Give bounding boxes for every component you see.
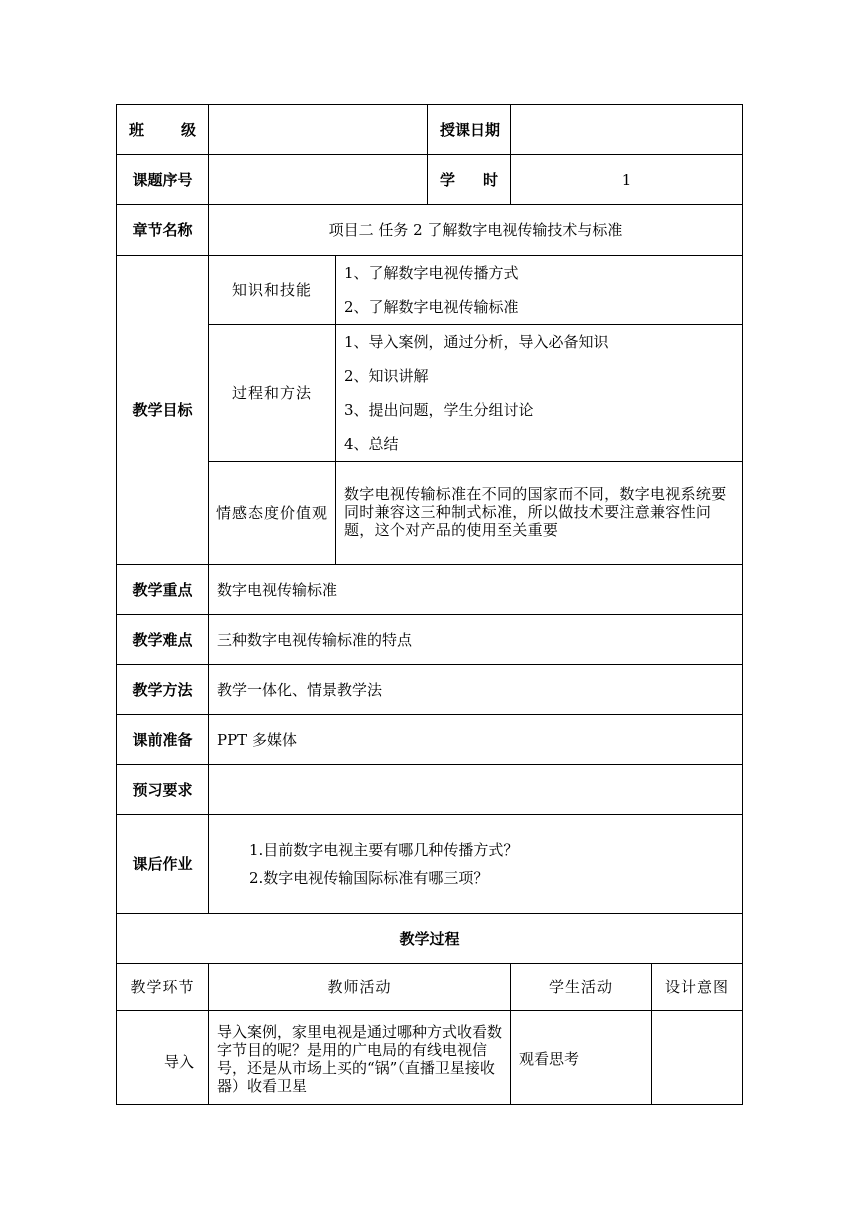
chapter-row <box>117 205 743 256</box>
process-item: 1、导入案例，通过分析，导入必备知识 <box>344 333 609 351</box>
process-item: 2、知识讲解 <box>344 367 429 385</box>
key-point-label: 教学重点 <box>117 565 209 615</box>
class-value <box>209 105 428 155</box>
process-item: 4、总结 <box>344 435 399 453</box>
class-label: 班 级 <box>117 105 209 155</box>
chapter-value: 项目二 任务 2 了解数字电视传输技术与标准 <box>209 205 743 256</box>
chapter-label: 章节名称 <box>117 205 209 256</box>
col-stage: 教学环节 <box>117 964 209 1011</box>
topic-row <box>117 155 743 205</box>
method-value: 教学一体化、情景教学法 <box>209 665 743 715</box>
objective-process-row <box>117 325 743 462</box>
emotion-text: 数字电视传输标准在不同的国家而不同，数字电视系统要同时兼容这三种制式标准，所以做技术要注意兼容性问题，这个对产品的使用至关重要 <box>336 462 743 565</box>
date-label: 授课日期 <box>428 105 511 155</box>
homework-row <box>117 815 743 914</box>
knowledge-label: 知识和技能 <box>209 256 336 325</box>
process-item: 3、提出问题，学生分组讨论 <box>344 401 534 419</box>
preparation-label: 课前准备 <box>117 715 209 765</box>
difficulty-label: 教学难点 <box>117 615 209 665</box>
class-row <box>117 105 743 155</box>
knowledge-item: 1、了解数字电视传播方式 <box>344 264 519 282</box>
preview-value <box>209 765 743 815</box>
col-student: 学生活动 <box>511 964 652 1011</box>
col-intent: 设计意图 <box>652 964 743 1011</box>
hours-value: 1 <box>511 155 743 205</box>
objective-emotion-row <box>117 462 743 565</box>
preparation-row <box>117 715 743 765</box>
stage-cell: 导入 <box>117 1011 209 1105</box>
key-point-value: 数字电视传输标准 <box>209 565 743 615</box>
objective-knowledge-row <box>117 256 743 325</box>
objectives-label: 教学目标 <box>117 256 209 565</box>
homework-item: 1.目前数字电视主要有哪几种传播方式？ <box>249 841 519 859</box>
preview-row <box>117 765 743 815</box>
key-point-row <box>117 565 743 615</box>
lesson-plan-table <box>116 104 743 1105</box>
homework-items <box>209 815 743 914</box>
process-header-row <box>117 964 743 1011</box>
knowledge-item: 2、了解数字电视传输标准 <box>344 298 519 316</box>
hours-label: 学 时 <box>428 155 511 205</box>
topic-no-label: 课题序号 <box>117 155 209 205</box>
method-label: 教学方法 <box>117 665 209 715</box>
teacher-cell: 导入案例，家里电视是通过哪种方式收看数字节目的呢？是用的广电局的有线电视信号，还是从市场上买的“锅”（直播卫星接收器）收看卫星 <box>209 1011 511 1105</box>
process-items <box>336 325 743 462</box>
method-row <box>117 665 743 715</box>
difficulty-value: 三种数字电视传输标准的特点 <box>209 615 743 665</box>
date-value <box>511 105 743 155</box>
process-title: 教学过程 <box>117 914 743 964</box>
process-label: 过程和方法 <box>209 325 336 462</box>
process-title-row <box>117 914 743 964</box>
difficulty-row <box>117 615 743 665</box>
homework-item: 2.数字电视传输国际标准有哪三项？ <box>249 869 489 887</box>
col-teacher: 教师活动 <box>209 964 511 1011</box>
emotion-label: 情感态度价值观 <box>209 462 336 565</box>
topic-no-value <box>209 155 428 205</box>
preparation-value: PPT 多媒体 <box>209 715 743 765</box>
knowledge-items <box>336 256 743 325</box>
preview-label: 预习要求 <box>117 765 209 815</box>
intent-cell <box>652 1011 743 1105</box>
process-row <box>117 1011 743 1105</box>
student-cell: 观看思考 <box>511 1011 652 1105</box>
homework-label: 课后作业 <box>117 815 209 914</box>
